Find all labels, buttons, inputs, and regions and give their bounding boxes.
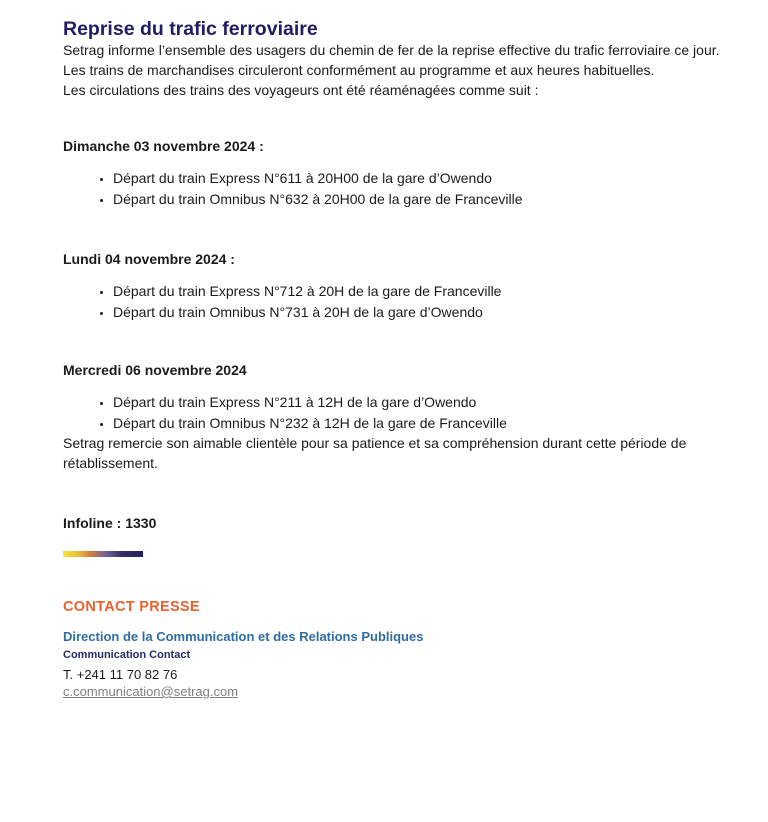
intro-paragraph-3: Les circulations des trains des voyageurs ont été réaménagées comme suit :: [63, 82, 539, 98]
press-release-content: [63, 18, 747, 701]
list-item: • Départ du train Omnibus N°632 à 20H00 de la gare de Franceville: [113, 189, 747, 210]
intro-paragraph-1: Setrag informe l’ensemble des usagers du chemin de fer de la reprise effective du trafic ferroviaire ce jour.: [63, 42, 720, 58]
closing-paragraph: Setrag remercie son aimable clientèle pour sa patience et sa compréhension durant cette période de rétablissement.: [63, 435, 687, 471]
contact-department: Direction de la Communication et des Relations Publiques: [63, 629, 424, 644]
intro-paragraph-2: Les trains de marchandises circuleront conformément au programme et aux heures habituelles.: [63, 62, 655, 78]
contact-phone: T. +241 11 70 82 76: [63, 667, 178, 682]
contact-email-link[interactable]: c.communication@setrag.com: [63, 684, 239, 699]
list-item: • Départ du train Express N°211 à 12H de la gare d’Owendo: [113, 392, 747, 413]
schedule-heading-dimanche: Dimanche 03 novembre 2024 :: [63, 138, 264, 154]
departure-list-lundi: [63, 281, 747, 322]
contact-press-heading: CONTACT PRESSE: [63, 599, 200, 615]
list-item: • Départ du train Express N°712 à 20H de la gare de Franceville: [113, 281, 747, 302]
contact-name: Communication Contact: [63, 649, 191, 661]
list-item: • Départ du train Express N°611 à 20H00 de la gare d’Owendo: [113, 168, 747, 189]
list-item: • Départ du train Omnibus N°232 à 12H de la gare de Franceville: [113, 413, 747, 434]
departure-list-mercredi: [63, 392, 747, 433]
brand-gradient-divider: [63, 551, 143, 557]
schedule-heading-lundi: Lundi 04 novembre 2024 :: [63, 251, 235, 267]
list-item: • Départ du train Omnibus N°731 à 20H de la gare d’Owendo: [113, 302, 747, 323]
schedule-heading-mercredi: Mercredi 06 novembre 2024: [63, 362, 247, 378]
infoline-text: Infoline : 1330: [63, 515, 157, 531]
page-title: Reprise du trafic ferroviaire: [63, 18, 318, 40]
departure-list-dimanche: [63, 168, 747, 209]
